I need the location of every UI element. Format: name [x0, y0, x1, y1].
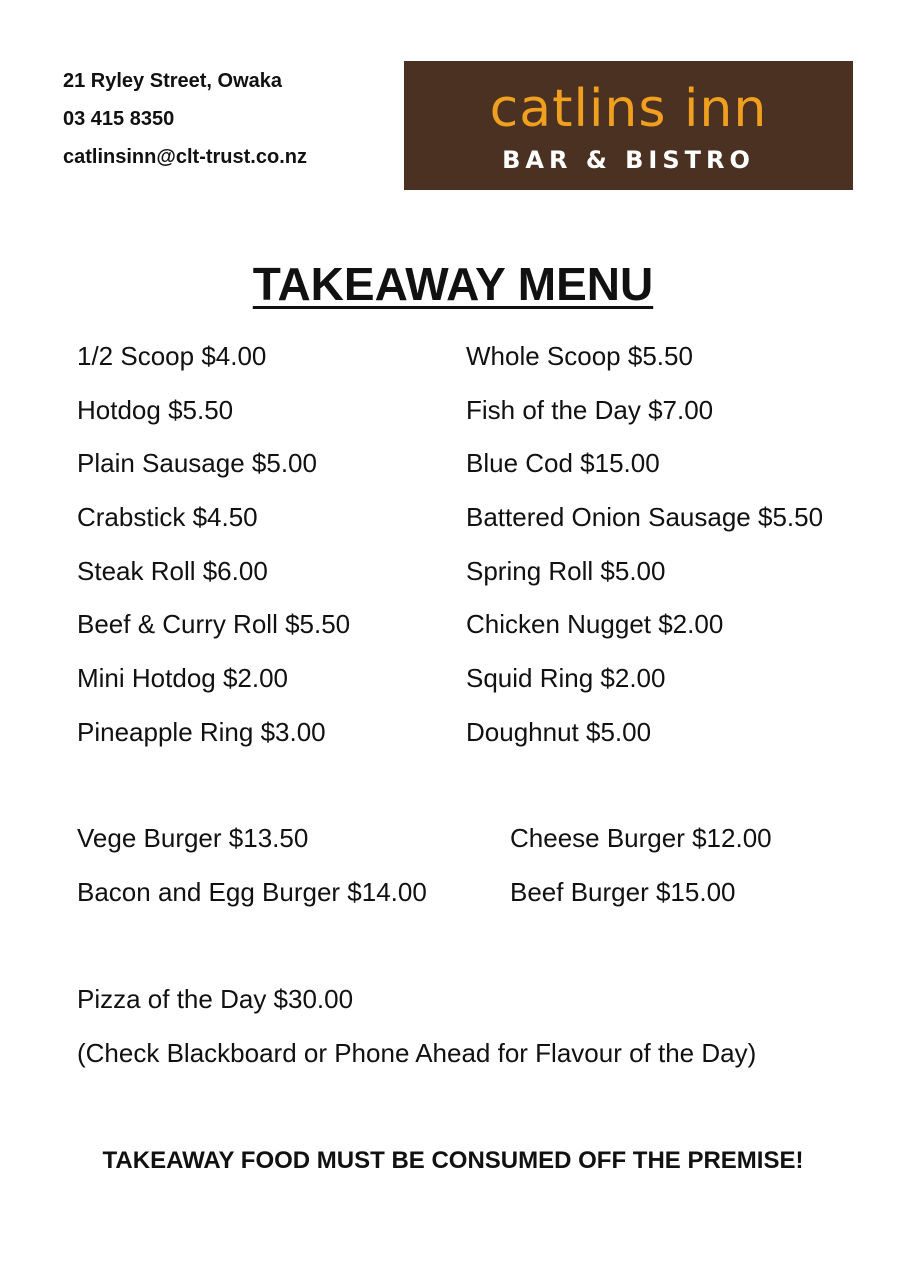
menu-item: Whole Scoop $5.50 [466, 341, 693, 371]
menu-item: Beef & Curry Roll $5.50 [77, 609, 351, 640]
menu-column-right [466, 330, 823, 760]
menu-item: Steak Roll $6.00 [77, 555, 268, 586]
menu-item: Fish of the Day $7.00 [466, 394, 714, 425]
menu-item: Crabstick $4.50 [77, 502, 258, 533]
menu-item: Squid Ring $2.00 [466, 663, 666, 694]
burger-column-right [510, 812, 772, 919]
phone-number: 03 415 8350 [63, 108, 175, 130]
menu-item: Battered Onion Sausage $5.50 [466, 502, 824, 533]
menu-item: Hotdog $5.50 [77, 394, 234, 425]
logo [404, 61, 853, 190]
menu-item: Blue Cod $15.00 [466, 448, 660, 479]
menu-item: Bacon and Egg Burger $14.00 [77, 876, 427, 907]
logo-subtitle: BAR & BISTRO [502, 146, 755, 174]
menu-item: Pineapple Ring $3.00 [77, 716, 326, 747]
menu-item: Plain Sausage $5.00 [77, 448, 317, 479]
email-address: catlinsinn@clt-trust.co.nz [63, 146, 307, 168]
menu-item: Spring Roll $5.00 [466, 555, 666, 586]
menu-item: Vege Burger $13.50 [77, 823, 309, 853]
logo-name: catlins inn [489, 79, 768, 139]
burger-column-left [77, 812, 427, 919]
menu-item: 1/2 Scoop $4.00 [77, 341, 267, 371]
menu-item: Doughnut $5.00 [466, 716, 652, 747]
menu-title: TAKEAWAY MENU [252, 258, 654, 310]
pizza-item: Pizza of the Day $30.00 [77, 984, 354, 1014]
menu-item: Mini Hotdog $2.00 [77, 663, 289, 694]
takeaway-notice: TAKEAWAY FOOD MUST BE CONSUMED OFF THE PREMISE! [102, 1147, 804, 1174]
menu-item: Chicken Nugget $2.00 [466, 609, 724, 640]
contact-block [63, 62, 307, 176]
menu-item: Cheese Burger $12.00 [510, 823, 772, 853]
pizza-note: (Check Blackboard or Phone Ahead for Flavour of the Day) [77, 1037, 757, 1068]
address: 21 Ryley Street, Owaka [63, 70, 283, 92]
menu-column-left [77, 330, 350, 760]
pizza-section [77, 973, 756, 1080]
page-title [0, 253, 906, 315]
menu-item: Beef Burger $15.00 [510, 876, 736, 907]
